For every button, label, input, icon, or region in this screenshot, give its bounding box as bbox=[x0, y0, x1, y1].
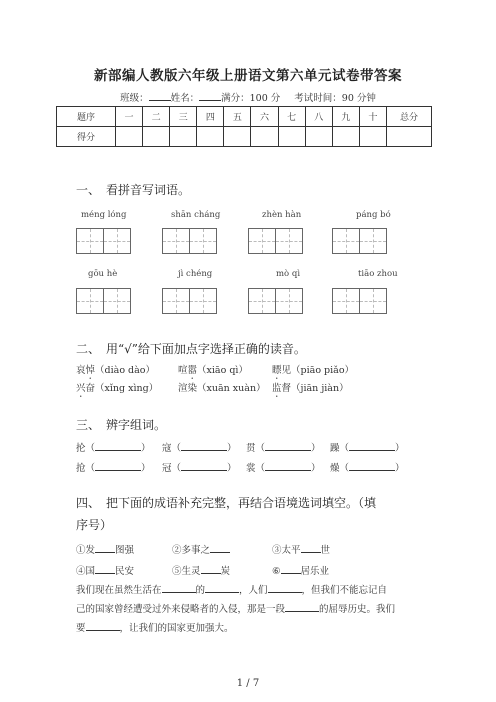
pinyin-label: tiāo zhou bbox=[358, 269, 398, 279]
section-title: 看拼音写词语。 bbox=[106, 183, 191, 197]
answer-blank[interactable] bbox=[181, 460, 227, 471]
score-header-cell: 七 bbox=[278, 107, 305, 127]
score-cell[interactable] bbox=[359, 127, 386, 147]
section-2-heading bbox=[76, 340, 306, 357]
answer-blank[interactable] bbox=[265, 460, 311, 471]
score-header-cell: 五 bbox=[224, 107, 251, 127]
answer-blank[interactable] bbox=[265, 440, 311, 451]
section-4-heading-cont: 序号） bbox=[76, 518, 113, 532]
score-cell[interactable] bbox=[332, 127, 359, 147]
word-group-item: 躁（ ） bbox=[330, 440, 405, 454]
score-header-cell: 四 bbox=[197, 107, 224, 127]
idiom-item: ⑥ 居乐业 bbox=[272, 563, 329, 577]
section-1-heading bbox=[76, 181, 190, 198]
writing-grid[interactable] bbox=[76, 228, 130, 254]
score-table bbox=[56, 106, 432, 147]
answer-blank[interactable] bbox=[95, 440, 141, 451]
answer-blank[interactable] bbox=[95, 460, 141, 471]
class-label: 班级： bbox=[120, 93, 149, 104]
pinyin-label: gōu hè bbox=[88, 269, 118, 279]
word-group-item: 抡（ ） bbox=[76, 440, 151, 454]
answer-blank[interactable] bbox=[95, 563, 115, 574]
score-cell[interactable] bbox=[197, 127, 224, 147]
class-blank bbox=[149, 90, 171, 101]
score-header-row bbox=[57, 107, 432, 127]
answer-blank[interactable] bbox=[201, 563, 221, 574]
section-number: 一、 bbox=[76, 183, 101, 197]
pinyin-label: jì chéng bbox=[178, 269, 213, 279]
score-header-cell: 九 bbox=[332, 107, 359, 127]
idiom-item: ②多事之 bbox=[172, 542, 230, 556]
section-title: 用“√”给下面加点字选择正确的读音。 bbox=[106, 342, 306, 356]
name-blank bbox=[199, 90, 221, 101]
section-number: 三、 bbox=[76, 418, 101, 432]
reading-item: 哀悼（diào dào） bbox=[76, 365, 156, 376]
exam-time: 考试时间：90 分钟 bbox=[294, 93, 376, 104]
answer-blank[interactable] bbox=[285, 601, 319, 612]
score-row-label: 得分 bbox=[57, 127, 116, 147]
page-number: 1 / 7 bbox=[236, 678, 260, 689]
idiom-item: ③太平 世 bbox=[272, 542, 330, 556]
score-header-cell: 三 bbox=[170, 107, 197, 127]
reading-item: 监督（jiān jiàn） bbox=[272, 383, 349, 394]
answer-blank[interactable] bbox=[349, 460, 395, 471]
paragraph-line: 要 ，让我们的国家更加强大。 bbox=[76, 619, 416, 638]
score-cell[interactable] bbox=[251, 127, 278, 147]
section-3-heading bbox=[76, 416, 166, 433]
writing-grid[interactable] bbox=[332, 228, 386, 254]
pinyin-label: méng lóng bbox=[81, 210, 127, 220]
idiom-item: ⑤生灵 炭 bbox=[172, 563, 230, 577]
paragraph-line: 我们现在虽然生活在 的 ，人们 ，但我们不能忘记自 bbox=[76, 581, 416, 600]
pinyin-label: shān cháng bbox=[171, 210, 221, 220]
score-cell[interactable] bbox=[224, 127, 251, 147]
answer-blank[interactable] bbox=[86, 620, 120, 631]
score-header-cell: 八 bbox=[305, 107, 332, 127]
word-group-item: 抢（ ） bbox=[76, 460, 151, 474]
score-cell[interactable] bbox=[278, 127, 305, 147]
answer-blank[interactable] bbox=[95, 542, 115, 553]
writing-grid[interactable] bbox=[248, 288, 302, 314]
score-header-cell: 题序 bbox=[57, 107, 116, 127]
exam-info bbox=[0, 90, 496, 104]
pinyin-label: páng bó bbox=[356, 210, 391, 220]
score-header-cell: 二 bbox=[143, 107, 170, 127]
answer-blank[interactable] bbox=[162, 582, 196, 593]
writing-grid[interactable] bbox=[162, 228, 216, 254]
reading-item: 喧嚣（xiāo qì） bbox=[178, 365, 248, 376]
idiom-item: ①发 图强 bbox=[76, 542, 134, 556]
score-header-cell: 一 bbox=[116, 107, 143, 127]
reading-item: 兴奋（xǐng xìng） bbox=[76, 383, 159, 394]
pinyin-label: mò qì bbox=[276, 269, 301, 279]
answer-blank[interactable] bbox=[268, 582, 302, 593]
writing-grid[interactable] bbox=[332, 288, 386, 314]
answer-blank[interactable] bbox=[210, 542, 230, 553]
section-4-heading bbox=[76, 494, 446, 511]
pinyin-label: zhèn hàn bbox=[262, 210, 302, 220]
word-group-item: 贯（ ） bbox=[246, 440, 321, 454]
score-cell[interactable] bbox=[305, 127, 332, 147]
word-group-item: 冠（ ） bbox=[162, 460, 237, 474]
name-label: 姓名： bbox=[170, 93, 200, 104]
full-score: 满分：100 分 bbox=[221, 93, 281, 104]
reading-item: 瞟见（piāo piǎo） bbox=[272, 365, 355, 376]
writing-grid[interactable] bbox=[162, 288, 216, 314]
section-title: 把下面的成语补充完整，再结合语境选词填空。（填 bbox=[106, 496, 377, 510]
word-group-item: 裳（ ） bbox=[246, 460, 321, 474]
fill-paragraph bbox=[76, 581, 416, 638]
answer-blank[interactable] bbox=[281, 563, 301, 574]
score-header-cell: 总分 bbox=[387, 107, 432, 127]
writing-grid[interactable] bbox=[248, 228, 302, 254]
answer-blank[interactable] bbox=[181, 440, 227, 451]
answer-blank[interactable] bbox=[205, 582, 239, 593]
answer-blank[interactable] bbox=[349, 440, 395, 451]
word-group-item: 燥（ ） bbox=[330, 460, 405, 474]
section-number: 二、 bbox=[76, 342, 101, 356]
score-row bbox=[57, 127, 432, 147]
writing-grid[interactable] bbox=[76, 288, 130, 314]
section-number: 四、 bbox=[76, 496, 101, 510]
score-header-cell: 六 bbox=[251, 107, 278, 127]
section-title: 辨字组词。 bbox=[106, 418, 167, 432]
answer-blank[interactable] bbox=[301, 542, 321, 553]
word-group-item: 寇（ ） bbox=[162, 440, 237, 454]
score-cell[interactable] bbox=[170, 127, 197, 147]
paragraph-line: 己的国家曾经遭受过外来侵略者的入侵，那是一段 的屈辱历史。我们 bbox=[76, 600, 416, 619]
score-cell[interactable] bbox=[143, 127, 170, 147]
reading-item: 渲染（xuān xuàn） bbox=[178, 383, 266, 394]
idiom-item: ④国 民安 bbox=[76, 563, 134, 577]
score-cell[interactable] bbox=[387, 127, 432, 147]
score-cell[interactable] bbox=[116, 127, 143, 147]
score-header-cell: 十 bbox=[359, 107, 386, 127]
page-title: 新部编人教版六年级上册语文第六单元试卷带答案 bbox=[94, 68, 402, 84]
